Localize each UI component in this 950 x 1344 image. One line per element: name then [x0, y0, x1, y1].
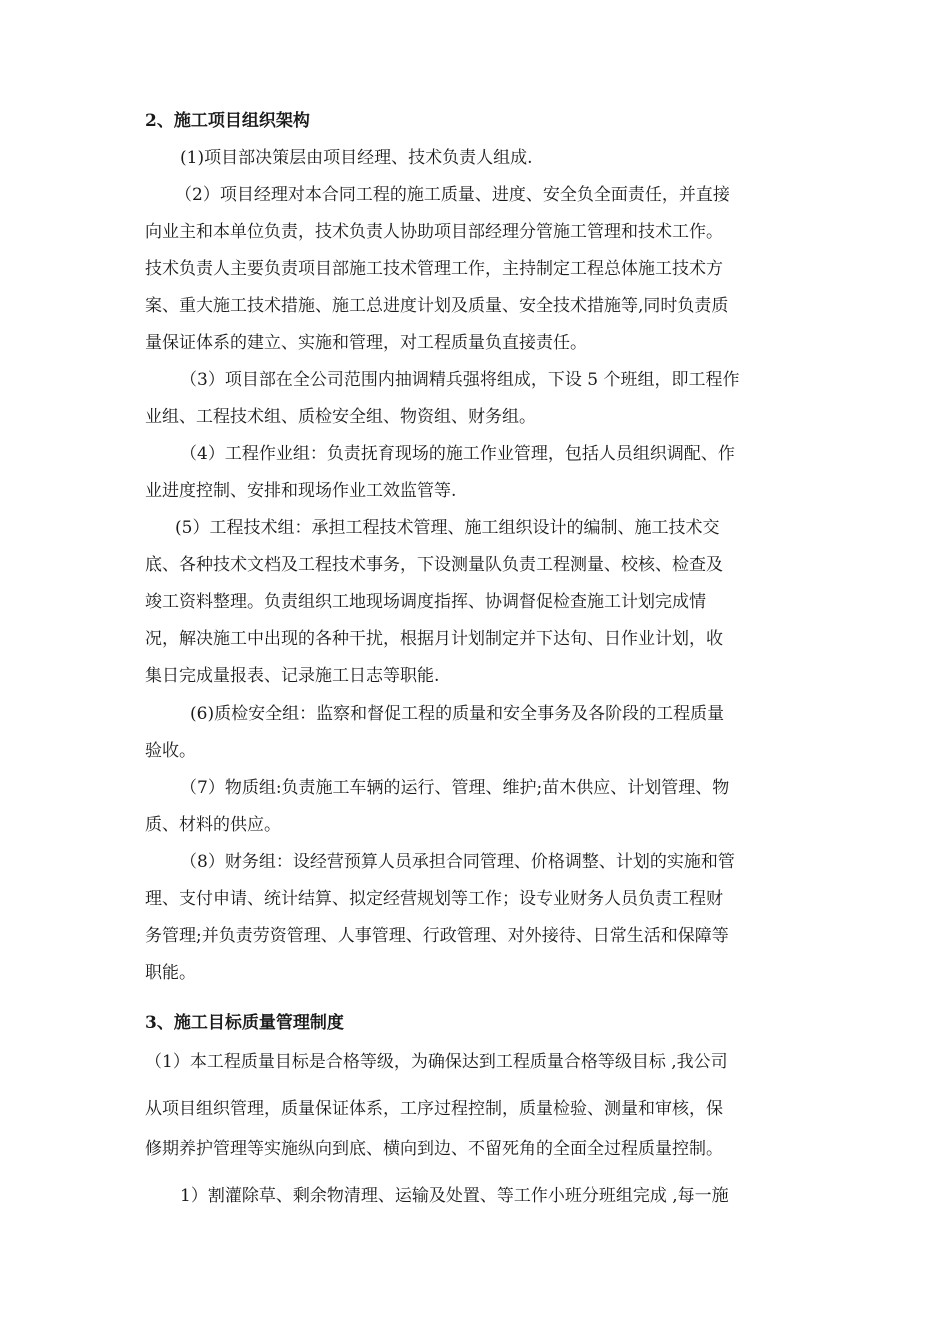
- paragraph-5-line-1: (5）工程技术组：承担工程技术管理、施工组织设计的编制、施工技术交: [175, 518, 720, 538]
- paragraph-2-line-2: 向业主和本单位负责，技术负责人协助项目部经理分管施工管理和技术工作。: [145, 222, 723, 242]
- section-3-paragraph-1-line-1: （1）本工程质量目标是合格等级，为确保达到工程质量合格等级目标 ,我公司: [145, 1052, 728, 1072]
- paragraph-2-line-5: 量保证体系的建立、实施和管理，对工程质量负直接责任。: [145, 333, 587, 353]
- paragraph-5-line-3: 竣工资料整理。负责组织工地现场调度指挥、协调督促检查施工计划完成情: [145, 592, 706, 612]
- section-3-paragraph-2-line-1: 1）割灌除草、剩余物清理、运输及处置、等工作小班分班组完成 ,每一施: [180, 1186, 729, 1206]
- paragraph-2-line-1: （2）项目经理对本合同工程的施工质量、进度、安全负全面责任，并直接: [175, 185, 730, 205]
- section-3-heading: 3、施工目标质量管理制度: [145, 1013, 344, 1033]
- paragraph-4-line-1: （4）工程作业组：负责抚育现场的施工作业管理，包括人员组织调配、作: [180, 444, 735, 464]
- paragraph-3-line-1: （3）项目部在全公司范围内抽调精兵强将组成，下设 5 个班组，即工程作: [180, 370, 740, 390]
- paragraph-2-line-4: 案、重大施工技术措施、施工总进度计划及质量、安全技术措施等,同时负责质: [145, 296, 729, 316]
- paragraph-6-line-1: (6)质检安全组：监察和督促工程的质量和安全事务及各阶段的工程质量: [190, 704, 725, 724]
- paragraph-8-line-3: 务管理;并负责劳资管理、人事管理、行政管理、对外接待、日常生活和保障等: [145, 926, 729, 946]
- section-2-heading: 2、施工项目组织架构: [145, 111, 310, 131]
- paragraph-3-line-2: 业组、工程技术组、质检安全组、物资组、财务组。: [145, 407, 536, 427]
- paragraph-5-line-2: 底、各种技术文档及工程技术事务，下设测量队负责工程测量、校核、检查及: [145, 555, 723, 575]
- section-3-paragraph-1-line-3: 修期养护管理等实施纵向到底、横向到边、不留死角的全面全过程质量控制。: [145, 1139, 723, 1159]
- paragraph-8-line-2: 理、支付申请、统计结算、拟定经营规划等工作；设专业财务人员负责工程财: [145, 889, 723, 909]
- paragraph-5-line-5: 集日完成量报表、记录施工日志等职能.: [145, 666, 440, 686]
- paragraph-7-line-2: 质、材料的供应。: [145, 815, 281, 835]
- paragraph-5-line-4: 况，解决施工中出现的各种干扰，根据月计划制定并下达旬、日作业计划，收: [145, 629, 723, 649]
- paragraph-4-line-2: 业进度控制、安排和现场作业工效监管等.: [145, 481, 457, 501]
- paragraph-2-line-3: 技术负责人主要负责项目部施工技术管理工作，主持制定工程总体施工技术方: [145, 259, 723, 279]
- paragraph-1-line-1: (1)项目部决策层由项目经理、技术负责人组成.: [180, 148, 533, 168]
- paragraph-8-line-1: （8）财务组：设经营预算人员承担合同管理、价格调整、计划的实施和管: [180, 852, 735, 872]
- section-3-paragraph-1-line-2: 从项目组织管理，质量保证体系，工序过程控制，质量检验、测量和审核，保: [145, 1099, 723, 1119]
- paragraph-8-line-4: 职能。: [145, 963, 196, 983]
- paragraph-6-line-2: 验收。: [145, 741, 196, 761]
- paragraph-7-line-1: （7）物质组:负责施工车辆的运行、管理、维护;苗木供应、计划管理、物: [180, 778, 730, 798]
